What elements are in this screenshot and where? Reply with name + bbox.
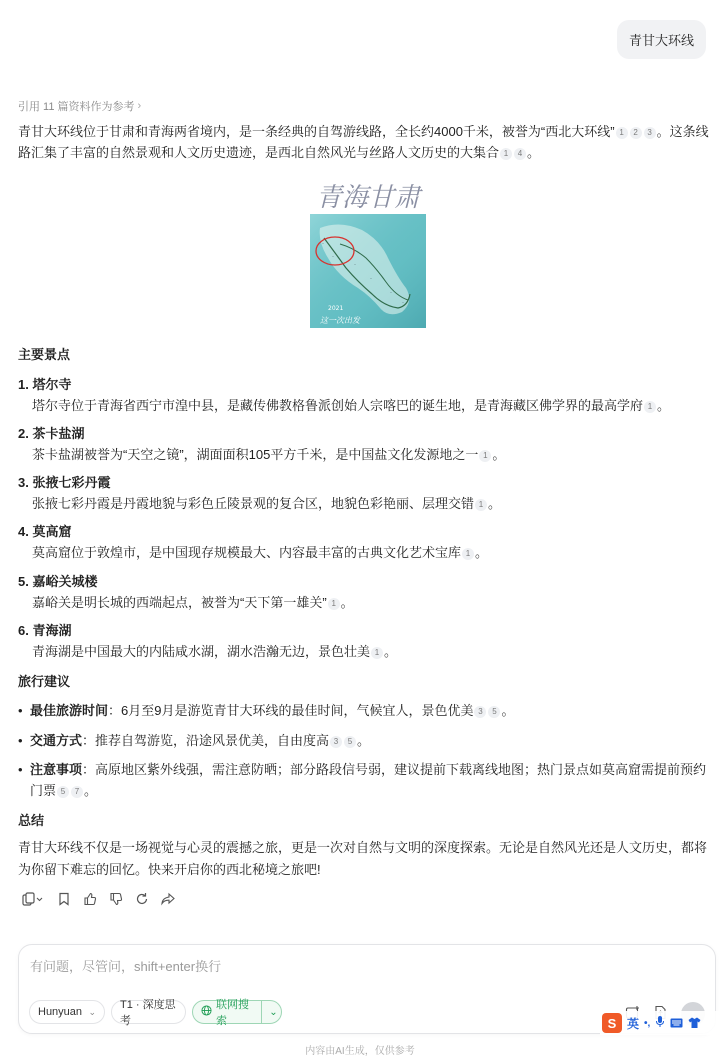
map-year: 2021 (328, 305, 344, 312)
tip-item: • 最佳旅游时间：6月至9月是游览青甘大环线的最佳时间，气候宜人，景色优美 3 5 。 (18, 700, 714, 721)
spot-desc: 张掖七彩丹霞是丹霞地貌与彩色丘陵景观的复合区，地貌色彩艳丽、层理交错 1 。 (32, 496, 502, 511)
citation-badge[interactable]: 1 (475, 499, 487, 511)
spot-desc: 塔尔寺位于青海省西宁市湟中县，是藏传佛教格鲁派创始人宗喀巴的诞生地，是青海藏区佛学界的最高学府 1 。 (32, 398, 671, 413)
deep-think-toggle[interactable] (111, 999, 186, 1027)
spot-desc: 青海湖是中国最大的内陆咸水湖，湖水浩瀚无边，景色壮美 1 。 (32, 644, 398, 659)
chevron-down-icon[interactable]: ⌄ (269, 1006, 278, 1018)
svg-text:··: ·· (370, 277, 373, 281)
spot-title: 2. 茶卡盐湖 (18, 426, 85, 441)
citation-badge[interactable]: 1 (328, 598, 340, 610)
keyboard-icon[interactable] (670, 1016, 683, 1031)
citation-badge[interactable]: 2 (630, 127, 642, 139)
citation-badge[interactable]: 3 (644, 127, 656, 139)
intro-end: 。 (527, 145, 541, 160)
chevron-down-icon: ⌄ (88, 1006, 96, 1017)
svg-text:··: ·· (332, 255, 335, 259)
microphone-icon[interactable] (655, 1015, 665, 1031)
route-map-image[interactable] (310, 178, 426, 328)
skin-icon[interactable] (688, 1016, 701, 1031)
thumbs-down-icon[interactable] (108, 891, 124, 907)
intro-text-2: 。这条线路汇集了丰富的自然景观和人文历史遗迹，是西北自然风光与丝路人文历史的大集合 (18, 124, 709, 160)
citation-badge[interactable]: 3 (330, 736, 342, 748)
citation-badge[interactable]: 1 (500, 148, 512, 160)
chevron-right-icon: › (137, 100, 142, 112)
citation-badge[interactable]: 4 (514, 148, 526, 160)
citation-badge[interactable]: 1 (462, 548, 474, 560)
svg-text:··: ·· (354, 263, 357, 267)
bookmark-icon[interactable] (56, 891, 72, 907)
model-selector[interactable] (29, 1000, 105, 1024)
deep-think-label: T1 · 深度思考 (120, 999, 176, 1027)
citation-badge[interactable]: 1 (479, 450, 491, 462)
section-title-summary: 总结 (18, 813, 45, 828)
svg-text:··: ·· (390, 291, 393, 295)
map-title-art: 青海甘肃 (315, 183, 421, 213)
spot-desc: 莫高窟位于敦煌市，是中国现存规模最大、内容最丰富的古典文化艺术宝库 1 。 (32, 545, 489, 560)
svg-text:··: ·· (322, 242, 325, 246)
answer-intro (18, 121, 714, 163)
thumbs-up-icon[interactable] (82, 891, 98, 907)
copy-icon[interactable] (20, 891, 46, 907)
web-search-label: 联网搜索 (216, 999, 249, 1027)
svg-text:··: ·· (402, 301, 405, 305)
tip-item: • 注意事项：高原地区紫外线强，需注意防晒；部分路段信号弱，建议提前下载离线地图；热门景点如莫高窟需提前预约门票 5 7 。 (18, 759, 714, 801)
citation-badge[interactable]: 1 (644, 401, 656, 413)
spot-title: 1. 塔尔寺 (18, 377, 72, 392)
section-title-travel: 旅行建议 (18, 674, 71, 689)
map-caption: 这一次出发 (320, 316, 360, 325)
web-search-toggle[interactable] (192, 999, 282, 1027)
user-message-text: 青甘大环线 (628, 33, 694, 48)
references-label: 引用 11 篇资料作为参考 (18, 101, 135, 113)
citation-badge[interactable]: 5 (488, 706, 500, 718)
citation-badge[interactable]: 5 (344, 736, 356, 748)
citation-badge[interactable]: 7 (71, 786, 83, 798)
ime-punctuation[interactable]: •, (644, 1017, 651, 1029)
message-actions (20, 891, 176, 907)
section-title-spots: 主要景点 (18, 347, 71, 362)
intro-text-1: 青甘大环线位于甘肃和青海两省境内，是一条经典的自驾游线路，全长约4000千米，被誉为“西北大环线” (18, 124, 615, 139)
model-label: Hunyuan (38, 1006, 83, 1018)
citation-badge[interactable]: 1 (371, 647, 383, 659)
spot-title: 3. 张掖七彩丹霞 (18, 475, 111, 490)
spot-desc: 嘉峪关是明长城的西端起点，被誉为“天下第一雄关” 1 。 (32, 595, 354, 610)
ime-toolbar[interactable] (600, 1011, 720, 1035)
citation-badge[interactable]: 3 (474, 706, 486, 718)
spot-title: 5. 嘉峪关城楼 (18, 574, 98, 589)
spot-title: 6. 青海湖 (18, 623, 72, 638)
summary-text: 青甘大环线不仅是一场视觉与心灵的震撼之旅，更是一次对自然与文明的深度探索。无论是自然风光还是人文历史，都将为你留下难忘的回忆。快来开启你的西北秘境之旅吧! (18, 840, 708, 877)
chat-input[interactable]: 有问题，尽管问，shift+enter换行 (30, 959, 222, 974)
ai-disclaimer: 内容由AI生成，仅供参考 (305, 1046, 415, 1057)
citation-badge[interactable]: 5 (57, 786, 69, 798)
tip-item: • 交通方式：推荐自驾游览，沿途风景优美，自由度高 3 5 。 (18, 730, 714, 751)
references-link[interactable] (18, 98, 141, 114)
citation-badge[interactable]: 1 (616, 127, 628, 139)
ime-language[interactable]: 英 (627, 1016, 640, 1031)
regenerate-icon[interactable] (134, 891, 150, 907)
user-message-bubble (617, 20, 706, 59)
sogou-logo-icon: S (602, 1013, 622, 1033)
spot-title: 4. 莫高窟 (18, 524, 72, 539)
share-icon[interactable] (160, 891, 176, 907)
spot-desc: 茶卡盐湖被誉为“天空之镜”，湖面面积105平方千米，是中国盐文化发源地之一 1 。 (32, 447, 506, 462)
globe-icon (201, 1005, 212, 1019)
